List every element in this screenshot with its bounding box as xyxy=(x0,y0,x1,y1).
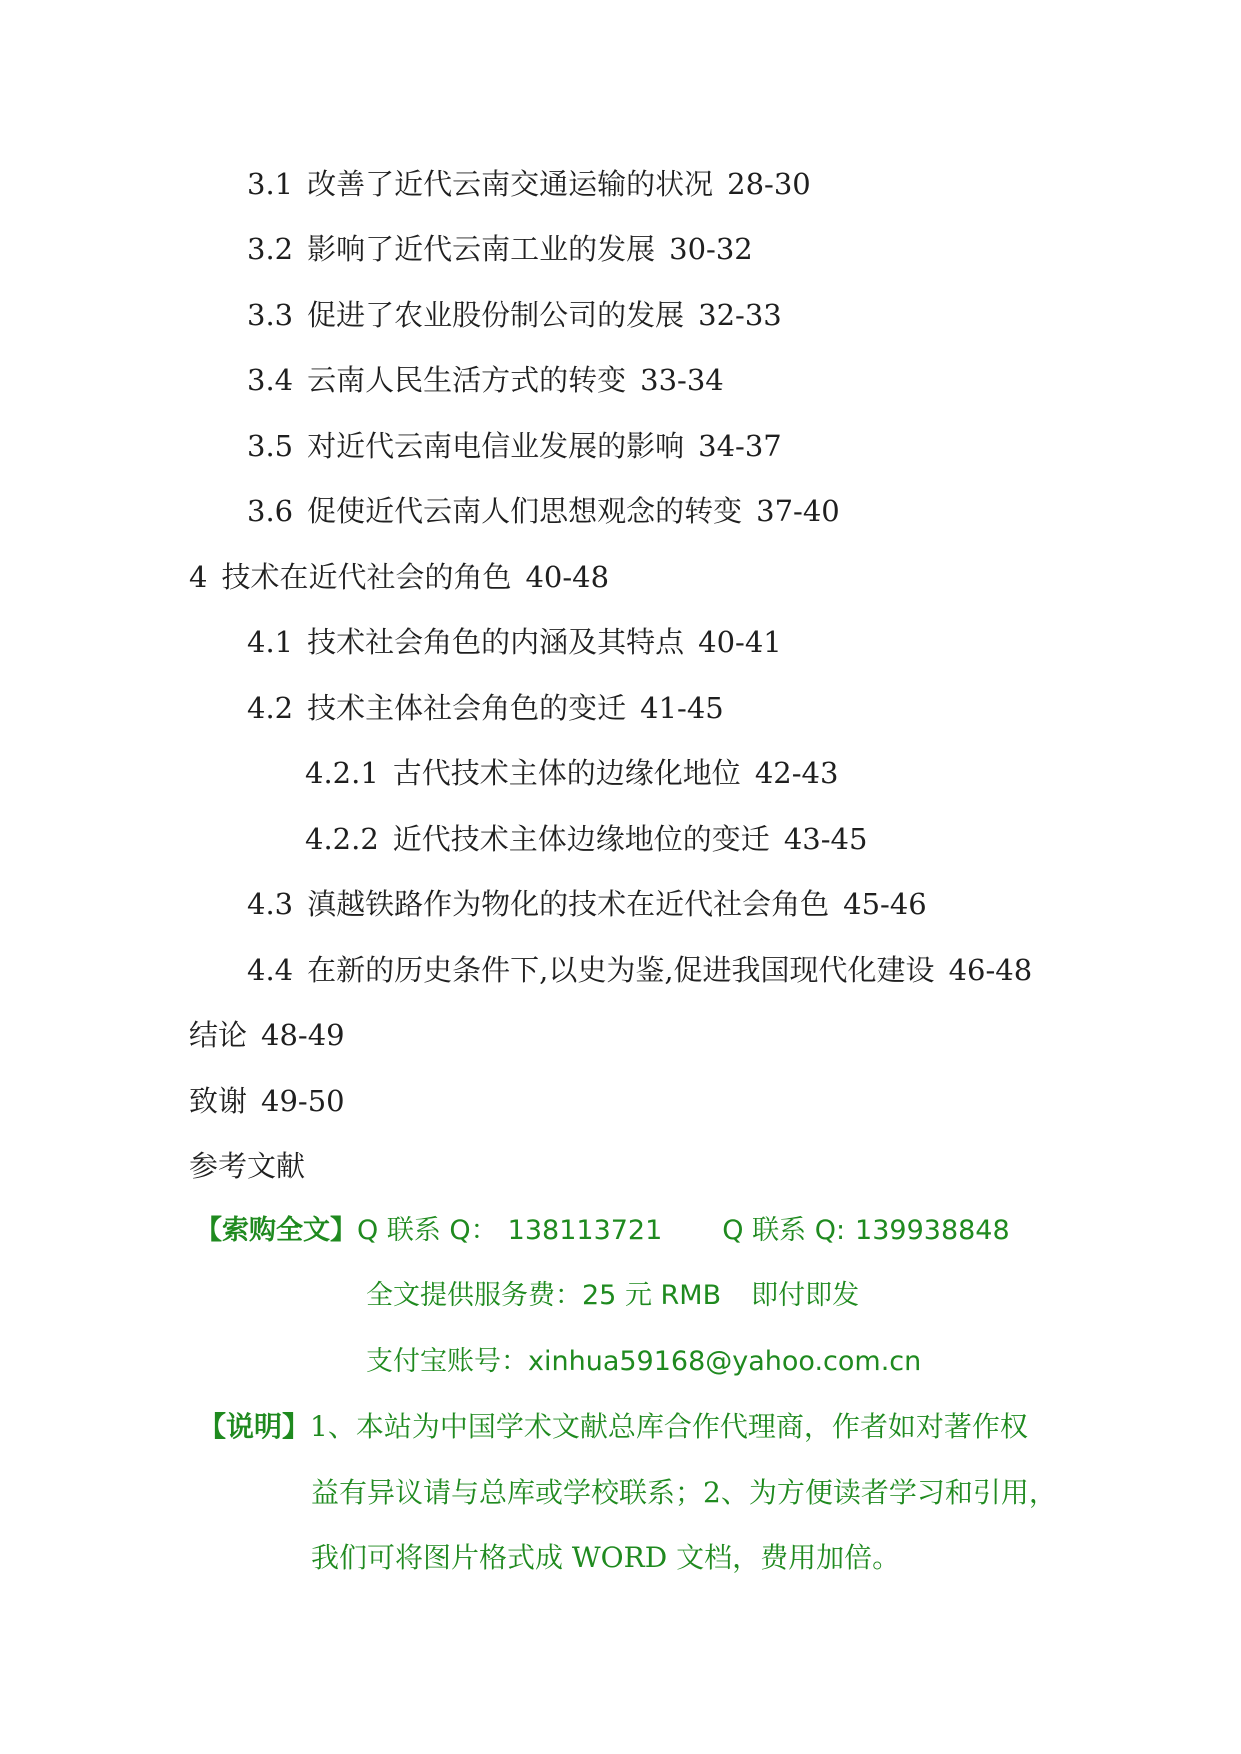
toc-item-number: 4.4 xyxy=(247,953,294,987)
statement-text-1: 1、本站为中国学术文献总库合作代理商，作者如对著作权 xyxy=(310,1410,1028,1443)
toc-item xyxy=(247,297,782,333)
toc-item-title: 技术在近代社会的角色 xyxy=(221,560,512,594)
toc-item-pages: 32-33 xyxy=(698,298,782,332)
toc-item-number: 4 xyxy=(189,560,208,594)
statement-line-1 xyxy=(198,1409,1028,1445)
toc-item xyxy=(305,755,838,791)
toc-item xyxy=(247,690,724,726)
toc-item xyxy=(247,428,782,464)
toc-item-pages: 48-49 xyxy=(261,1018,345,1052)
purchase-fee-line xyxy=(366,1278,859,1314)
fee-label: 全文提供服务费： xyxy=(366,1280,582,1311)
statement-line-2 xyxy=(311,1475,1057,1511)
toc-item xyxy=(247,166,811,202)
toc-item-title: 促使近代云南人们思想观念的转变 xyxy=(307,494,743,528)
toc-item-number: 3.6 xyxy=(247,494,294,528)
toc-item-title: 在新的历史条件下,以史为鉴,促进我国现代化建设 xyxy=(307,953,935,987)
contact2-value: 139938848 xyxy=(855,1215,1010,1246)
toc-item-pages: 37-40 xyxy=(756,494,840,528)
purchase-alipay-line xyxy=(366,1344,921,1380)
toc-item-number: 3.5 xyxy=(247,429,294,463)
toc-item-pages: 42-43 xyxy=(754,756,839,790)
toc-item-number: 4.2.2 xyxy=(305,822,379,856)
toc-item xyxy=(189,1148,305,1184)
toc-item-title: 对近代云南电信业发展的影响 xyxy=(307,429,685,463)
toc-item xyxy=(247,493,840,529)
toc-item-title: 技术主体社会角色的变迁 xyxy=(307,691,627,725)
statement-line-3 xyxy=(311,1540,900,1576)
toc-item xyxy=(247,362,724,398)
toc-item-pages: 34-37 xyxy=(698,429,782,463)
statement-text-2: 益有异议请与总库或学校联系；2、为方便读者学习和引用， xyxy=(311,1476,1057,1509)
toc-item xyxy=(247,231,753,267)
toc-item-pages: 49-50 xyxy=(261,1084,345,1118)
toc-item-number: 3.1 xyxy=(247,167,294,201)
toc-item-title: 结论 xyxy=(189,1018,248,1052)
fee-value: 25 元 RMB xyxy=(582,1280,722,1311)
toc-item-pages: 40-41 xyxy=(698,625,782,659)
statement-heading: 【说明】 xyxy=(198,1410,311,1443)
contact1-label: Q 联系 Q： xyxy=(357,1215,498,1246)
toc-item xyxy=(189,1017,345,1053)
toc-item-pages: 46-48 xyxy=(948,953,1033,987)
toc-item-number: 4.3 xyxy=(247,887,294,921)
purchase-heading: 【索购全文】 xyxy=(195,1215,357,1246)
alipay-label: 支付宝账号： xyxy=(366,1346,528,1377)
toc-item-title: 参考文献 xyxy=(189,1149,306,1183)
toc-item-pages: 30-32 xyxy=(669,232,753,266)
toc-item xyxy=(189,1083,345,1119)
toc-item-pages: 45-46 xyxy=(843,887,927,921)
statement-text-3: 我们可将图片格式成 WORD 文档，费用加倍。 xyxy=(311,1541,901,1574)
toc-item-title: 致谢 xyxy=(189,1084,248,1118)
purchase-contact-line xyxy=(195,1213,1010,1249)
toc-item-pages: 33-34 xyxy=(640,363,724,397)
toc-item-number: 3.3 xyxy=(247,298,294,332)
toc-item xyxy=(189,559,609,595)
toc-item-number: 4.2.1 xyxy=(305,756,379,790)
toc-item-pages: 41-45 xyxy=(640,691,724,725)
toc-item-title: 云南人民生活方式的转变 xyxy=(307,363,627,397)
toc-item-title: 促进了农业股份制公司的发展 xyxy=(307,298,685,332)
toc-item-number: 4.1 xyxy=(247,625,294,659)
alipay-value: xinhua59168@yahoo.com.cn xyxy=(528,1346,922,1377)
toc-item-pages: 43-45 xyxy=(783,822,868,856)
toc-item-number: 4.2 xyxy=(247,691,294,725)
toc-item xyxy=(305,821,867,857)
contact1-value: 138113721 xyxy=(507,1215,663,1246)
toc-item-title: 古代技术主体的边缘化地位 xyxy=(392,756,741,790)
toc-item xyxy=(247,886,927,922)
toc-item-title: 滇越铁路作为物化的技术在近代社会角色 xyxy=(307,887,830,921)
toc-item-title: 影响了近代云南工业的发展 xyxy=(307,232,656,266)
toc-item-pages: 40-48 xyxy=(525,560,610,594)
toc-item-title: 改善了近代云南交通运输的状况 xyxy=(307,167,714,201)
toc-item-title: 近代技术主体边缘地位的变迁 xyxy=(392,822,770,856)
toc-item-title: 技术社会角色的内涵及其特点 xyxy=(307,625,685,659)
contact2-label: Q 联系 Q: xyxy=(722,1215,846,1246)
toc-item-number: 3.4 xyxy=(247,363,294,397)
toc-item xyxy=(247,624,782,660)
toc-item-pages: 28-30 xyxy=(727,167,811,201)
toc-item-number: 3.2 xyxy=(247,232,294,266)
fee-note: 即付即发 xyxy=(751,1280,860,1311)
toc-item xyxy=(247,952,1032,988)
